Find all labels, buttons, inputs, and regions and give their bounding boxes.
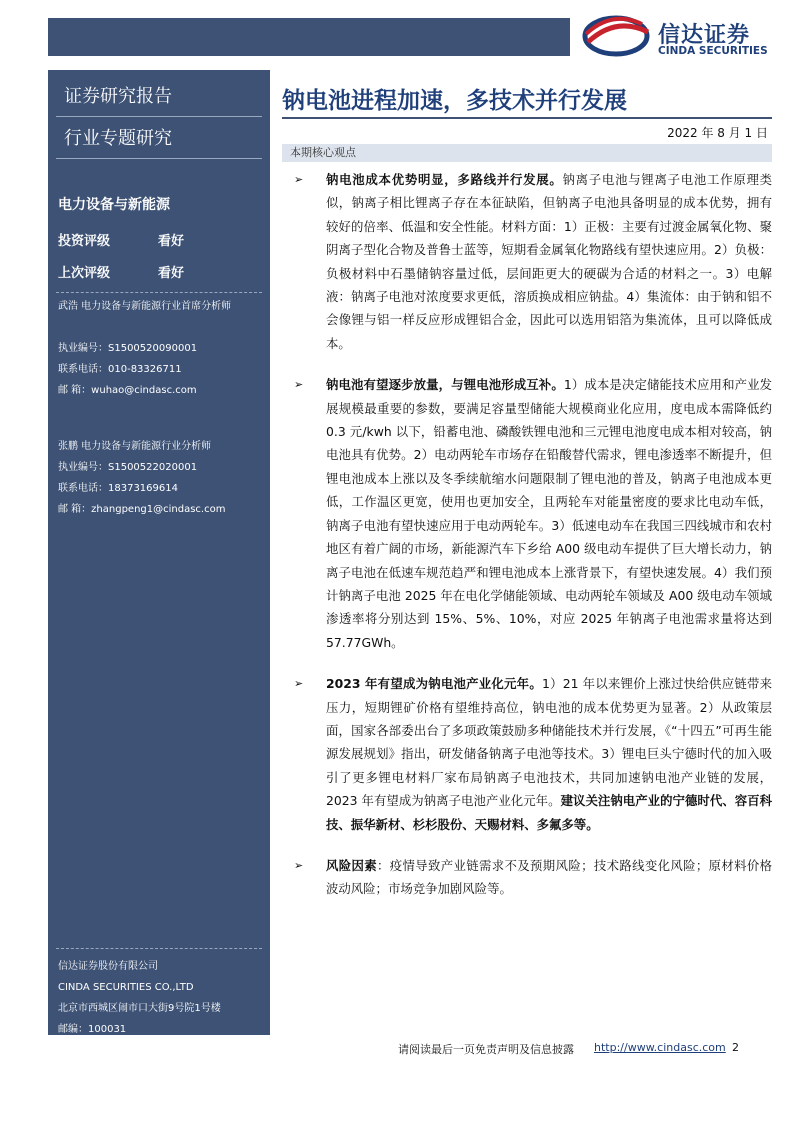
cinda-logo [582, 14, 774, 58]
arrow-bullet-icon: ➢ [294, 858, 304, 872]
sidebar-divider [56, 158, 262, 159]
key-point-body: 钠离子电池与锂离子电池工作原理类似，钠离子相比锂离子存在本征缺陷，但钠离子电池具备明显的成本优势，拥有较好的倍率、低温和安全性能。材料方面：1）正极：主要有过渡金属氧化物、聚阴离子型化合物及普鲁士蓝等，短期看金属氧化物路线有望快速应用。2）负极：负极材料中石墨储钠容量过低，层间距更大的硬碳为合适的材料之一。3）电解液：钠离子电池对浓度要求更低，溶质换成相应钠盐。4）集流体：由于钠和铝不会像锂与铝一样反应形成锂铝合金，因此可以选用铝箔为集流体，且可以降低成本。 [326, 172, 773, 351]
company-name-en: CINDA SECURITIES CO.,LTD [58, 982, 194, 993]
sector-name: 电力设备与新能源 [58, 197, 170, 213]
section-label: 本期核心观点 [282, 144, 772, 162]
rating-value: 看好 [158, 266, 185, 281]
key-point [282, 168, 772, 355]
company-info [58, 956, 264, 1040]
key-point [282, 373, 772, 654]
company-name-cn: 信达证券股份有限公司 [58, 961, 158, 972]
arrow-bullet-icon: ➢ [294, 378, 304, 392]
analyst-info [58, 436, 264, 520]
key-point-body: 1）成本是决定储能技术应用和产业发展规模最重要的参数，要满足容量型储能大规模商业化应用，度电成本需降低约 0.3 元/kwh 以下，铅蓄电池、磷酸铁锂电池和三元锂电池度电成本相对较高，钠电池具有优势。2）电动两轮车市场存在铅酸替代需求，锂电渗透率不断提升，但锂电池成本上涨以及冬季续航缩水问题限制了锂电池的普及，钠离子电池成本更低，工作温区更宽，使用也更加安全，且两轮车对能量密度的要求比电动车低，钠离子电池有望快速应用于电动两轮车。3）低速电动车在我国三四线城市和农村地区有着广阔的市场，新能源汽车下乡给 A00 级电动车提供了巨大增长动力，钠离子电池在低速车规范趋严和锂电池成本上涨背景下，有望快速发展。4）我们预计钠离子电池 2025 年在电化学储能领域、电动两轮车领域及 A00 级电动车领域渗透率将分别达到 15%、5%、10%，对应 2025 年钠离子电池需求量将达到 57.77GWh。 [326, 377, 773, 650]
sidebar-divider [56, 116, 262, 117]
rating-value: 看好 [158, 234, 185, 249]
company-address: 北京市西城区闹市口大街9号院1号楼 [58, 1003, 221, 1014]
key-point-recommendation: 建议关注钠电产业的宁德时代、容百科技、振华新材、杉杉股份、天赐材料、多氟多等。 [326, 793, 772, 832]
key-point-text [326, 168, 772, 355]
title-divider [282, 117, 772, 119]
investment-rating [58, 230, 185, 249]
analyst-email[interactable]: 邮 箱：zhangpeng1@cindasc.com [58, 504, 226, 515]
analyst-license: 执业编号：S1500520090001 [58, 343, 198, 354]
company-postcode: 邮编：100031 [58, 1024, 127, 1035]
sidebar-divider [56, 948, 262, 949]
footer-disclaimer: 请阅读最后一页免责声明及信息披露 [398, 1043, 574, 1056]
analyst-info [58, 296, 264, 401]
key-point-text [326, 672, 772, 836]
sidebar [48, 70, 270, 1035]
previous-rating [58, 262, 185, 281]
rating-label: 上次评级 [58, 266, 111, 281]
report-type: 证券研究报告 [64, 86, 172, 107]
logo-chinese-name: 信达证券 [658, 23, 751, 48]
cinda-globe-icon [582, 14, 654, 58]
key-point [282, 854, 772, 901]
key-point-text [326, 373, 772, 654]
key-point-text [326, 854, 772, 901]
report-date: 2022 年 8 月 1 日 [667, 126, 768, 140]
key-point-body: 1）21 年以来锂价上涨过快给供应链带来压力，短期锂矿价格有望维持高位，钠电池的成本优势更为显著。2）从政策层面，国家各部委出台了多项政策鼓励多种储能技术并行发展，《“十四五”可再生能源发展规划》指出，研发储备钠离子电池等技术。3）锂电巨头宁德时代的加入吸引了更多锂电材料厂家布局钠离子电池技术，共同加速钠电池产业链的发展，2023 年有望成为钠离子电池产业化元年。 [326, 676, 772, 809]
key-point-headline: 钠电池成本优势明显，多路线并行发展。 [326, 172, 563, 187]
analyst-license: 执业编号：S1500522020001 [58, 462, 198, 473]
footer-website-link[interactable]: http://www.cindasc.com [594, 1041, 726, 1054]
page-number: 2 [732, 1041, 739, 1054]
analyst-phone: 联系电话：010-83326711 [58, 364, 182, 375]
analyst-name-title: 武浩 电力设备与新能源行业首席分析师 [58, 301, 232, 312]
key-point-headline: 钠电池有望逐步放量，与锂电池形成互补。 [326, 377, 564, 393]
analyst-name-title: 张鹏 电力设备与新能源行业分析师 [58, 441, 212, 452]
arrow-bullet-icon: ➢ [294, 173, 304, 186]
arrow-bullet-icon: ➢ [294, 677, 304, 691]
key-point-body: ：疫情导致产业链需求不及预期风险；技术路线变化风险；原材料价格波动风险；市场竞争加剧风险等。 [326, 857, 773, 897]
key-point-headline: 2023 年有望成为钠电池产业化元年。 [326, 676, 542, 692]
header-bar [48, 18, 570, 56]
analyst-phone: 联系电话：18373169614 [58, 483, 178, 494]
report-subtype: 行业专题研究 [64, 128, 172, 149]
logo-english-name: CINDA SECURITIES [658, 45, 768, 57]
sidebar-divider [56, 292, 262, 293]
page-title: 钠电池进程加速，多技术并行发展 [282, 88, 627, 114]
rating-label: 投资评级 [58, 234, 111, 249]
key-point [282, 672, 772, 836]
key-point-headline: 风险因素 [326, 857, 378, 873]
key-points [282, 168, 772, 919]
analyst-email[interactable]: 邮 箱：wuhao@cindasc.com [58, 385, 197, 396]
